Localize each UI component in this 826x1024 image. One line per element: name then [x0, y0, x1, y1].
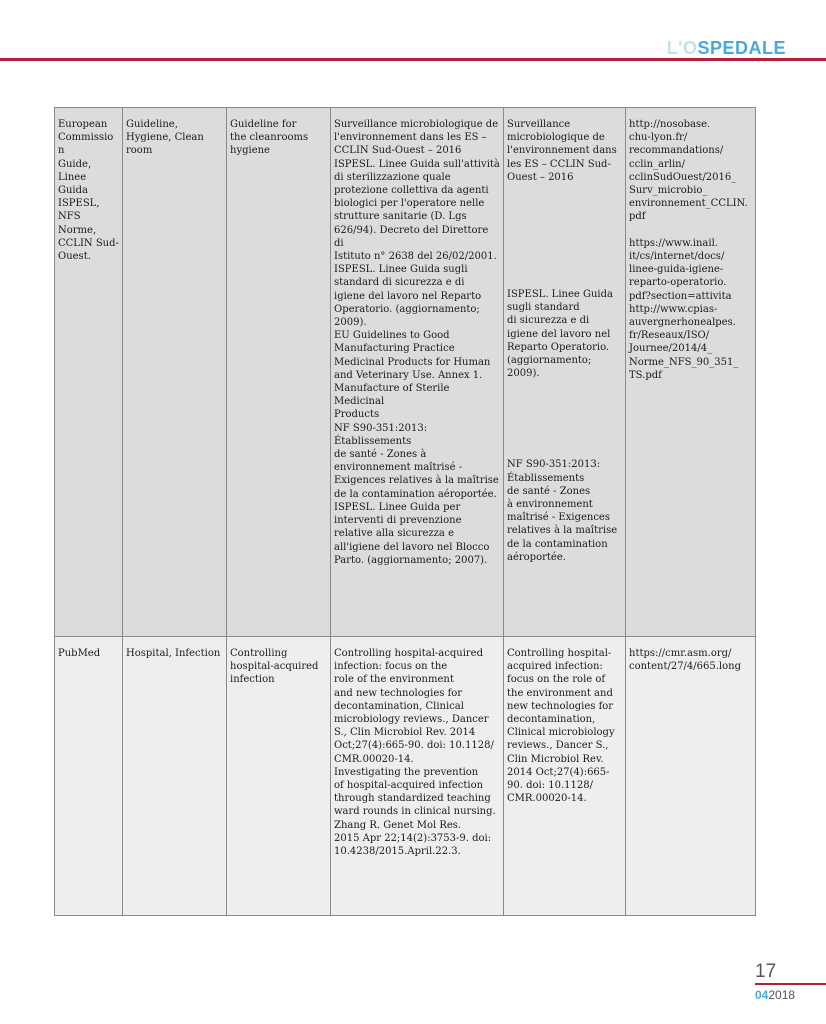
table-row — [55, 637, 756, 916]
selected-documents-cell — [504, 108, 626, 637]
references-table — [54, 107, 756, 916]
page-number: 17 — [755, 961, 777, 982]
keywords-cell: Guideline, Hygiene, Clean room — [123, 108, 227, 637]
selected-document: ISPESL. Linee Guida sugli standard di sicurezza e di igiene del lavoro nel Reparto Operatorio. (aggiornamento; 2009). — [507, 289, 613, 380]
source-cell: European Commission Guide, Linee Guida ISPESL, NFS Norme, CCLIN Sud- Ouest. — [55, 108, 123, 637]
selected-documents-cell: Controlling hospital- acquired infection: focus on the role of the environment and new technologies for decontamination, Clinical microbiology reviews., Dancer S., Clin Microbiol Rev. 2014 Oct;27(4):665- 90. doi: 10.1128/ CMR.00020-14. — [504, 637, 626, 916]
footer-rule — [755, 983, 826, 985]
references-cell: Controlling hospital-acquired infection: focus on the role of the environment and new technologies for decontamination, Clinical microbiology reviews., Dancer S., Clin Microbiol Rev. 2014 Oct;27(4):665-90. doi: 10.1128/ CMR.00020-14. Investigating the prevention of hospital-acquired infection through standardized teaching ward rounds in clinical nursing. Zhang R. Genet Mol Res. 2015 Apr 22;14(2):3753-9. doi: 10.4238/2015.April.22.3. — [331, 637, 504, 916]
links-cell — [626, 637, 756, 916]
topic-cell: Guideline for the cleanrooms hygiene — [227, 108, 331, 637]
link-text[interactable]: https://cmr.asm.org/ content/27/4/665.long — [629, 648, 741, 673]
source-cell: PubMed — [55, 637, 123, 916]
logo-prefix: L'O — [666, 38, 698, 58]
selected-document: NF S90-351:2013: Établissements de santé - Zones à environnement maîtrisé - Exigences relatives à la maîtrise de la contamination aéroportée. — [507, 459, 618, 563]
issue-number: 04 — [755, 988, 769, 1002]
issue-year: 2018 — [768, 988, 796, 1002]
magazine-logo — [667, 38, 786, 59]
topic-cell: Controlling hospital-acquired infection — [227, 637, 331, 916]
link-text[interactable]: http://nosobase. chu-lyon.fr/ recommandations/ cclin_arlin/ cclinSudOuest/2016_ Surv_microbio_ environnement_CCLIN. pdf https://www.inail. it/cs/internet/docs/ linee-guida-igiene- reparto-operatorio. pdf?section=attivita http://www.cpias- auvergnerhonealpes. fr/Reseaux/ISO/ Journee/2014/4_ Norme_NFS_90_351_ TS.pdf — [629, 119, 748, 381]
selected-document: Surveillance microbiologique de l'environnement dans les ES – CCLIN Sud- Ouest – 2016 — [507, 119, 617, 183]
links-cell — [626, 108, 756, 637]
logo-suffix: SPEDALE — [697, 38, 786, 58]
keywords-cell: Hospital, Infection — [123, 637, 227, 916]
references-cell: Surveillance microbiologique de l'environnement dans les ES – CCLIN Sud-Ouest – 2016 ISPESL. Linee Guida sull'attività di sterilizzazione quale protezione collettiva da agenti biologici per l'operatore nelle strutture sanitarie (D. Lgs 626/94). Decreto del Direttore di Istituto n° 2638 del 26/02/2001. ISPESL. Linee Guida sugli standard di sicurezza e di igiene del lavoro nel Reparto Operatorio. (aggiornamento; 2009). EU Guidelines to Good Manufacturing Practice Medicinal Products for Human and Veterinary Use. Annex 1. Manufacture of Sterile Medicinal Products NF S90-351:2013: Établissements de santé - Zones à environnement maîtrisé - Exigences relatives à la maîtrise de la contamination aéroportée. ISPESL. Linee Guida per interventi di prevenzione relative alla sicurezza e all'igiene del lavoro nel Blocco Parto. (aggiornamento; 2007). — [331, 108, 504, 637]
issue-label — [755, 988, 795, 1002]
table-row — [55, 108, 756, 637]
